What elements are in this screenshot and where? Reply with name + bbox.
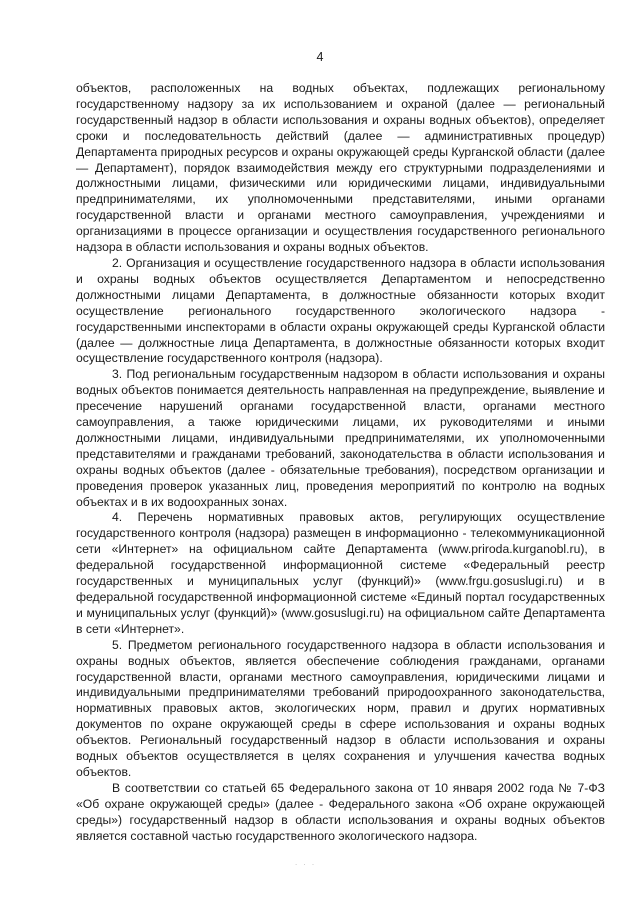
paragraph-continuation: объектов, расположенных на водных объектах, подлежащих региональному государственному надзору за их использованием и охраной (далее — региональный государственный надзор в области использования и охраны водных объектов), определяет сроки и последовательность действий (далее — административных процедур) Департамента природных ресурсов и охраны окружающей среды Курганской области (далее — Департамент), порядок взаимодействия между его структурными подразделениями и должностными лицами, физическими или юридическими лицами, индивидуальными предпринимателями, их уполномоченными представителями, иными органами государственной власти и органами местного самоуправления, учреждениями и организациями в процессе организации и осуществления государственного регионального надзора в области использования и охраны водных объектов. [76,81,606,255]
paragraph-2: 2. Организация и осуществление государственного надзора в области использования и охраны водных объектов осуществляется Департаментом и непосредственно должностными лицами Департамента, в должностные обязанности которых входит осуществление регионального государственного экологического надзора - государственными инспекторами в области охраны окружающей среды Курганской области (далее — должностные лица Департамента, в должностные обязанности которых входит осуществление государственного контроля (надзора). [76,255,605,366]
document-body [76,81,605,845]
paragraph-6: В соответствии со статьей 65 Федерального закона от 10 января 2002 года № 7-ФЗ «Об охране окружающей среды» (далее - Федерального закона «Об охране окружающей среды») государственный надзор в области использования и охраны водных объектов является составной частью государственного экологического надзора. [76,780,605,843]
paragraph-5: 5. Предметом регионального государственного надзора в области использования и охраны водных объектов, является обеспечение соблюдения гражданами, органами государственной власти, органами местного самоуправления, юридическими лицами и индивидуальными предпринимателями требований природоохранного законодательства, нормативных правовых актов, экологических норм, правил и других нормативных документов по охране окружающей среды в сфере использования и охраны водных объектов. Региональный государственный надзор в области использования и охраны водных объектов осуществляется в целях сохранения и улучшения качества водных объектов. [76,637,605,779]
paragraph-4: 4. Перечень нормативных правовых актов, регулирующих осуществление государственного контроля (надзора) размещен в информационно - телекоммуникационной сети «Интернет» на официальном сайте Департамента (www.priroda.kurganobl.ru), в федеральной государственной информационной системе «Федеральный реестр государственных и муниципальных услуг (функций)» (www.frgu.gosuslugi.ru) и в федеральной государственной информационной системе «Единый портал государственных и муниципальных услуг (функций)» (www.gosuslugi.ru) на официальном сайте Департамента в сети «Интернет». [76,510,605,636]
scan-artifact: . . . [295,858,317,867]
page-number: 4 [316,50,324,64]
paragraph-3: 3. Под региональным государственным надзором в области использования и охраны водных объектов понимается деятельность направленная на предупреждение, выявление и пресечение нарушений органами государственной власти, органами местного самоуправления, а также юридическими лицами, их руководителями и иными должностными лицами, индивидуальными предпринимателями, их уполномоченными представителями и гражданами требований, законодательства в области использования и охраны водных объектов (далее - обязательные требования), посредством организации и проведения проверок указанных лиц, проведения мероприятий по контролю на водных объектах и в их водоохранных зонах. [76,367,605,509]
